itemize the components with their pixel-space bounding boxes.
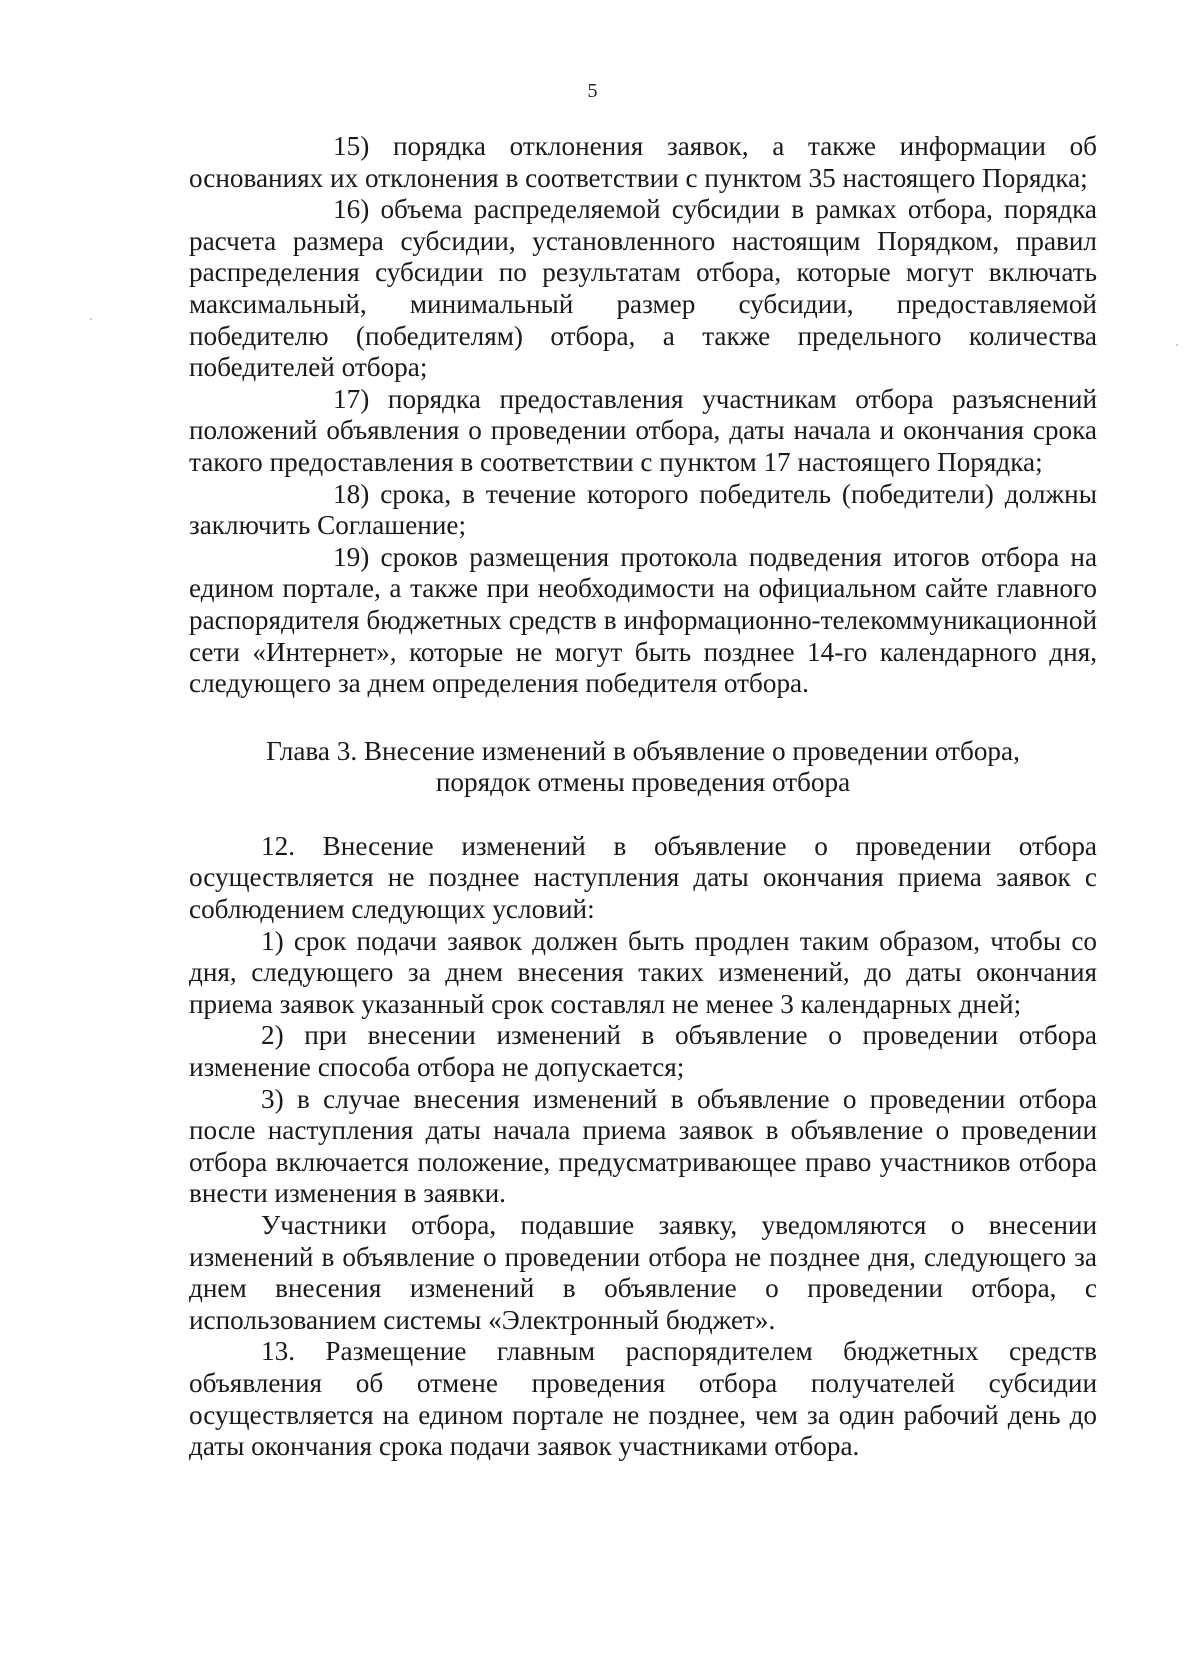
- list-item-text: порядка отклонения заявок, а также информации об основаниях их отклонения в соответствии с пунктом 35 настоящего Порядка;: [189, 131, 1098, 193]
- list-item-16: [189, 194, 1097, 384]
- document-body: [189, 131, 1097, 1463]
- list-item-15: [189, 131, 1097, 194]
- list-item-number: 16): [333, 194, 370, 225]
- condition-3: 3) в случае внесения изменений в объявление о проведении отбора после наступления даты начала приема заявок в объявление о проведении отбора включается положение, предусматривающее право участников отбора внести изменения в заявки.: [189, 1083, 1097, 1209]
- chapter-heading-line-2: порядок отмены проведения отбора: [435, 767, 851, 798]
- page-number: 5: [587, 80, 598, 102]
- notification-paragraph: Участники отбора, подавшие заявку, уведомляются о внесении изменений в объявление о проведении отбора не позднее дня, следующего за днем внесения изменений в объявление о проведении отбора, с использованием системы «Электронный бюджет».: [189, 1210, 1097, 1335]
- list-item-number: 18): [333, 478, 370, 509]
- scan-speck: [90, 318, 92, 320]
- list-item-18: [189, 479, 1097, 542]
- list-item-number: 19): [333, 541, 370, 572]
- condition-2: 2) при внесении изменений в объявление о проведении отбора изменение способа отбора не допускается;: [189, 1020, 1097, 1083]
- list-item-text: порядка предоставления участникам отбора разъяснений положений объявления о проведении отбора, даты начала и окончания срока такого предоставления в соответствии с пунктом 17 настоящего Порядка;: [189, 383, 1098, 477]
- scan-speck: [1176, 344, 1178, 346]
- list-item-text: сроков размещения протокола подведения итогов отбора на едином портале, а также при необходимости на официальном сайте главного распорядителя бюджетных средств в информационно-телекоммуникационной сети «Интернет», которые не могут быть позднее 14-го календарного дня, следующего за днем определения победителя отбора.: [189, 541, 1098, 699]
- list-item-19: [189, 542, 1097, 700]
- list-item-number: 17): [333, 383, 370, 414]
- list-item-17: [189, 384, 1097, 479]
- chapter-heading-line-1: Глава 3. Внесение изменений в объявление о проведении отбора,: [266, 735, 1020, 766]
- condition-1: 1) срок подачи заявок должен быть продлен таким образом, чтобы со дня, следующего за днем внесения таких изменений, до даты окончания приема заявок указанный срок составлял не менее 3 календарных дней;: [189, 925, 1097, 1019]
- list-item-text: срока, в течение которого победитель (победители) должны заключить Соглашение;: [189, 478, 1097, 541]
- list-item-text: объема распределяемой субсидии в рамках отбора, порядка расчета размера субсидии, установленного настоящим Порядком, правил распределения субсидии по результатам отбора, которые могут включать максимальный, минимальный размер субсидии, предоставляемой победителю (победителям) отбора, а также предельного количества победителей отбора;: [189, 194, 1097, 383]
- list-item-number: 15): [333, 131, 370, 161]
- chapter-heading: [189, 736, 1097, 799]
- paragraph-12: 12. Внесение изменений в объявление о проведении отбора осуществляется не позднее наступления даты окончания приема заявок с соблюдением следующих условий:: [189, 830, 1097, 925]
- paragraph-13: 13. Размещение главным распорядителем бюджетных средств объявления об отмене проведения отбора получателей субсидии осуществляется на едином портале не позднее, чем за один рабочий день до даты окончания срока подачи заявок участниками отбора.: [189, 1336, 1097, 1462]
